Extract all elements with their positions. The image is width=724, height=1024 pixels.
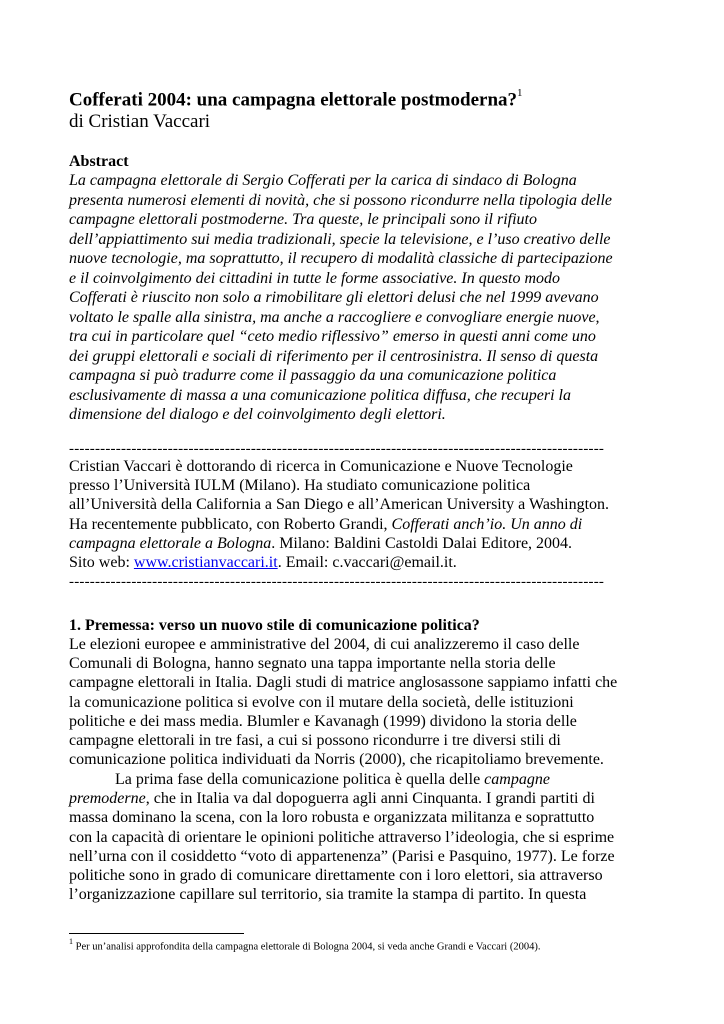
body-line: campagne elettorali in Italia. Dagli studi di matrice anglosassone sappiamo infatti che <box>69 674 618 692</box>
body-line: Le elezioni europee e amministrative del 2004, di cui analizzeremo il caso delle <box>69 635 580 653</box>
book-title: campagna elettorale a Bologna <box>69 535 272 553</box>
title-footnote-mark: 1 <box>517 87 523 99</box>
body-line: politiche e dei mass media. Blumler e Kavanagh (1999) dividono la storia delle <box>69 712 577 730</box>
footnote-mark: 1 <box>69 937 73 946</box>
body-line: comunicazione politica individuati da Norris (2000), che ricapitoliamo brevemente. <box>69 751 604 769</box>
body-line: campagne elettorali in tre fasi, a cui si possono ricondurre i tre diversi stili di <box>69 732 561 750</box>
bio-line: all’Università della California a San Diego e all’American University a Washington. <box>69 496 610 514</box>
paper-title: Cofferati 2004: una campagna elettorale postmoderna?$^1$ <box>69 87 523 111</box>
abstract-line: dimensione del dialogo e del coinvolgimento degli elettori. <box>69 406 446 424</box>
abstract-line: dei gruppi elettorali e sociali di riferimento per il centrosinistra. Il senso di questa <box>69 347 599 365</box>
body-line: l’organizzazione capillare sul territorio, sia tramite la stampa di partito. In questa <box>69 886 587 904</box>
body-line: Comunali di Bologna, hanno segnato una tappa importante nella storia delle <box>69 654 556 672</box>
abstract-heading: Abstract <box>69 153 129 171</box>
footnote <box>69 938 540 953</box>
footnote-text: Per un’analisi approfondita della campagna elettorale di Bologna 2004, si veda anche Grandi e Vaccari (2004). <box>73 941 541 953</box>
bio-line: Ha recentemente pubblicato, con Roberto Grandi, Cofferati anch’io. Un anno di <box>69 515 583 533</box>
section-paragraph-1 <box>69 635 657 770</box>
body-line: politiche sono in grado di comunicare direttamente con i loro elettori, sia attraverso <box>69 867 603 885</box>
body-line: nell’urna con il cosiddetto “voto di appartenenza” (Parisi e Pasquino, 1977). Le forze <box>69 847 615 865</box>
document-page <box>69 84 657 905</box>
separator-bottom: ------------------------------------------------------------------------------------------------------- <box>69 573 605 590</box>
abstract-line: campagne elettorali postmoderne. Tra queste, le principali sono il rifiuto <box>69 211 537 229</box>
bio-line: campagna elettorale a Bologna. Milano: Baldini Castoldi Dalai Editore, 2004. <box>69 535 573 553</box>
abstract-line: esclusivamente di massa a una comunicazione politica diffusa, che recuperi la <box>69 386 571 404</box>
abstract-line: voltato le spalle alla sinistra, ma anche a raccogliere e convogliare energie nuove, <box>69 308 600 326</box>
website-link[interactable]: www.cristianvaccari.it <box>133 554 278 572</box>
abstract-line: Cofferati è riuscito non solo a rimobilitare gli elettori delusi che nel 1999 avevano <box>69 289 599 307</box>
author-bio <box>69 457 657 573</box>
section-paragraph-2 <box>69 770 657 905</box>
bio-line: presso l’Università IULM (Milano). Ha studiato comunicazione politica <box>69 477 531 495</box>
abstract-line: La campagna elettorale di Sergio Cofferati per la carica di sindaco di Bologna <box>69 172 577 190</box>
separator-top: ------------------------------------------------------------------------------------------------------- <box>69 440 605 457</box>
abstract-line: dell’appiattimento sui media tradizionali, specie la televisione, e l’uso creativo delle <box>69 230 611 248</box>
abstract-line: e il coinvolgimento dei cittadini in tutte le forme associative. In questo modo <box>69 269 561 287</box>
section-heading: 1. Premessa: verso un nuovo stile di comunicazione politica? <box>69 616 480 634</box>
body-line: massa dominano la scena, con la loro robusta e organizzata militanza e soprattutto <box>69 809 595 827</box>
paper-author: di Cristian Vaccari <box>69 111 211 133</box>
body-line: premoderne, che in Italia va dal dopoguerra agli anni Cinquanta. I grandi partiti di <box>69 789 595 807</box>
bio-line: Sito web: www.cristianvaccari.it. Email: c.vaccari@email.it. <box>69 554 457 572</box>
bio-line: Cristian Vaccari è dottorando di ricerca in Comunicazione e Nuove Tecnologie <box>69 457 573 475</box>
body-line: con la capacità di orientare le opinioni politiche attraverso l’ideologia, che si esprime <box>69 828 615 846</box>
abstract-body <box>69 171 657 425</box>
abstract-line: presenta numerosi elementi di novità, che si possono ricondurre nella tipologia delle <box>69 191 613 209</box>
book-title: Cofferati anch’io. Un anno di <box>391 515 583 533</box>
body-line: la comunicazione politica si evolve con il mutare della società, delle istituzioni <box>69 693 574 711</box>
abstract-line: nuove tecnologie, ma soprattutto, il recupero di modalità classiche di partecipazione <box>69 250 613 268</box>
abstract-line: campagna si può tradurre come il passaggio da una comunicazione politica <box>69 367 557 385</box>
footnote-divider <box>69 933 244 934</box>
abstract-line: tra cui in particolare quel “ceto medio riflessivo” emerso in questi anni come uno <box>69 328 596 346</box>
body-line: La prima fase della comunicazione politica è quella delle campagne <box>115 770 550 788</box>
